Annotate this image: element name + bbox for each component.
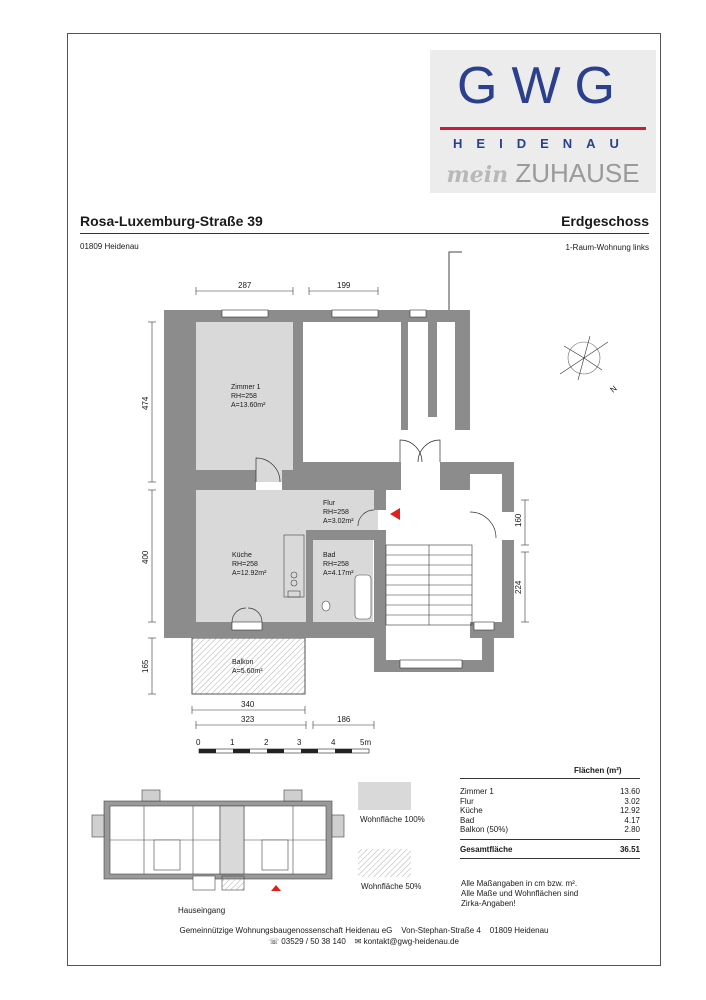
dim-left-balcony: 165: [141, 659, 150, 673]
svg-text:A=12.92m²: A=12.92m²: [232, 570, 267, 577]
areas-row: Flur 3.02: [460, 796, 640, 806]
svg-text:A=13.60m²: A=13.60m²: [231, 402, 266, 409]
areas-top-line: [460, 778, 640, 779]
areas-total-row: Gesamtfläche 36.51: [460, 844, 640, 854]
svg-text:RH=258: RH=258: [323, 509, 349, 516]
footer-contact: [67, 937, 661, 946]
staircase: [386, 545, 472, 625]
scale-tick-1: 1: [230, 738, 235, 747]
zip-city: 01809 Heidenau: [80, 242, 139, 251]
dim-left-upper: 474: [141, 396, 150, 410]
overview-plan: [92, 790, 344, 890]
svg-text:Balkon: Balkon: [232, 659, 254, 666]
areas-title: Flächen (m²): [574, 766, 622, 775]
legend-swatch-half: [358, 849, 411, 877]
logo-brand: GWG: [457, 57, 629, 115]
logo-tagline-rest: ZUHAUSE: [515, 158, 640, 188]
floor-label: Erdgeschoss: [561, 213, 649, 229]
areas-row: Balkon (50%) 2.80: [460, 825, 640, 834]
svg-text:RH=258: RH=258: [231, 393, 257, 400]
dim-left-lower: 400: [141, 550, 150, 564]
scale-bar: [199, 749, 369, 753]
legend-label-full: Wohnfläche 100%: [360, 815, 425, 824]
areas-row: Bad 4.17: [460, 815, 640, 825]
compass-north-label: N: [608, 383, 619, 395]
footer-company: Gemeinnützige Wohnungsbaugenossenschaft Heidenau eG Von-Stephan-Straße 4 01809 Heidenau: [179, 926, 549, 935]
legend-swatch-full: [358, 782, 411, 810]
dim-top-right: 199: [337, 281, 351, 290]
entrance-label: Hauseingang: [178, 906, 226, 915]
scale-tick-3: 3: [297, 738, 302, 747]
dim-bottom-323: 323: [241, 715, 255, 724]
svg-text:Zimmer 1: Zimmer 1: [231, 384, 261, 391]
areas-divider: [460, 839, 640, 840]
svg-text:RH=258: RH=258: [323, 561, 349, 568]
svg-text:Küche: Küche: [232, 552, 252, 559]
dim-right-160: 160: [514, 513, 523, 527]
balcony-upper-line: [449, 252, 462, 310]
dim-bottom-340: 340: [241, 700, 255, 709]
balcony-fill: [192, 638, 305, 694]
svg-text:RH=258: RH=258: [232, 561, 258, 568]
areas-row: Küche 12.92: [460, 806, 640, 815]
footer-phone: 03529 / 50 38 140: [281, 937, 346, 946]
areas-bottom-line: [460, 858, 640, 859]
svg-text:A=4.17m²: A=4.17m²: [323, 570, 354, 577]
scale-tick-4: 4: [331, 738, 336, 747]
notes: Alle Maßangaben in cm bzw. m². Alle Maße und Wohnflächen sind Zirka-Angaben!: [461, 879, 579, 908]
compass-icon: [560, 336, 619, 395]
svg-text:A=5.60m²: A=5.60m²: [232, 668, 263, 675]
scale-tick-0: 0: [196, 738, 201, 747]
legend-label-half: Wohnfläche 50%: [361, 882, 422, 891]
svg-text:Flur: Flur: [323, 500, 336, 507]
scale-tick-2: 2: [264, 738, 269, 747]
unit-description: 1-Raum-Wohnung links: [565, 243, 649, 252]
areas-table: [460, 787, 640, 864]
entrance-marker: [390, 508, 400, 520]
footer-email[interactable]: kontakt@gwg-heidenau.de: [363, 937, 459, 946]
dim-top-left: 287: [238, 281, 252, 290]
dim-bottom-186: 186: [337, 715, 351, 724]
logo-city: HEIDENAU: [453, 136, 633, 151]
areas-row: Zimmer 1 13.60: [460, 787, 640, 796]
overview-entrance-marker: [271, 885, 281, 891]
svg-text:Bad: Bad: [323, 552, 336, 559]
dim-right-224: 224: [514, 580, 523, 594]
scale-tick-5: 5m: [360, 738, 372, 747]
svg-text:A=3.02m²: A=3.02m²: [323, 518, 354, 525]
page-title-address: Rosa-Luxemburg-Straße 39: [80, 213, 263, 229]
logo-tagline-mein: mein: [446, 162, 509, 188]
phone-icon: ☏: [269, 937, 280, 946]
mail-icon: ✉: [354, 937, 362, 946]
